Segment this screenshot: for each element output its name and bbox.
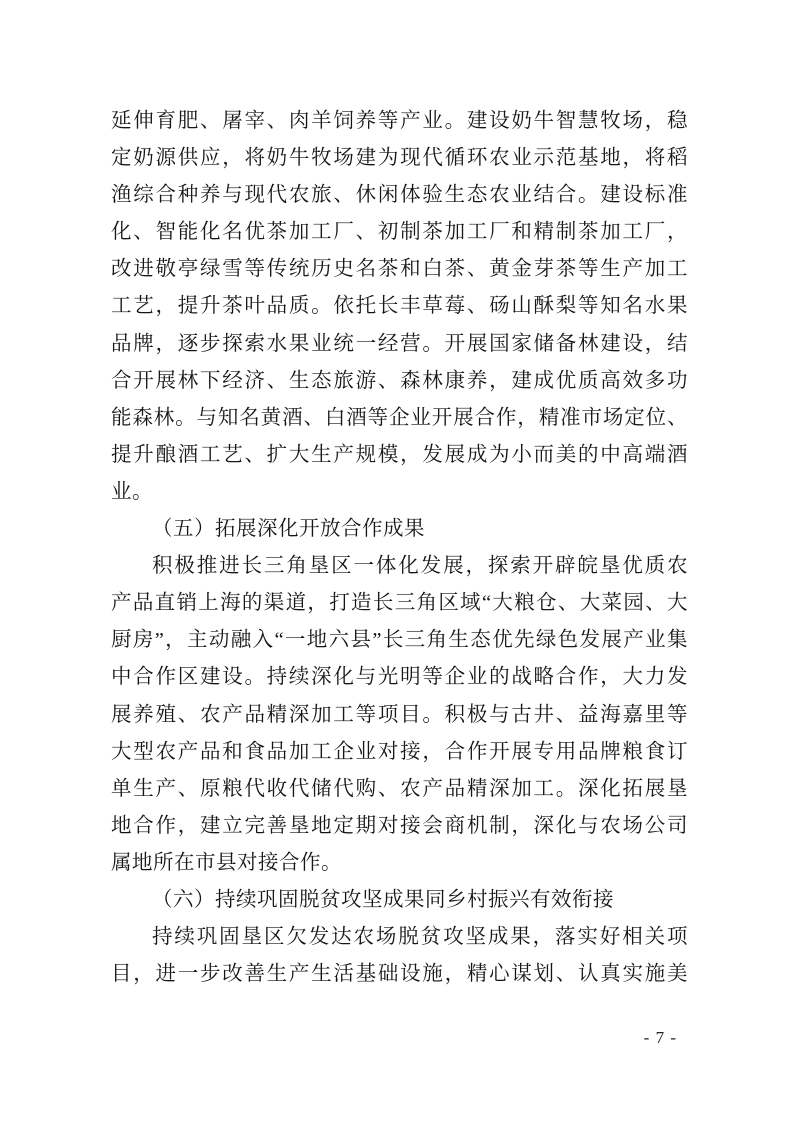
text-line: 属地所在市县对接合作。 <box>111 851 342 874</box>
text-line: 展养殖、农产品精深加工等项目。积极与古井、益海嘉里等 <box>111 703 688 726</box>
text-line: 化、智能化名优茶加工厂、初制茶加工厂和精制茶加工厂， <box>111 221 688 244</box>
text-line: 大型农产品和食品加工企业对接，合作开展专用品牌粮食订 <box>111 740 688 763</box>
text-line: 能森林。与知名黄酒、白酒等企业开展合作，精准市场定位、 <box>111 406 688 429</box>
section-heading-6: （六）持续巩固脱贫攻坚成果同乡村振兴有效衔接 <box>152 888 614 911</box>
text-line: 工艺，提升茶叶品质。依托长丰草莓、砀山酥梨等知名水果 <box>111 295 688 318</box>
text-line: 延伸育肥、屠宰、肉羊饲养等产业。建设奶牛智慧牧场，稳 <box>111 110 688 132</box>
text-line: 中合作区建设。持续深化与光明等企业的战略合作，大力发 <box>111 666 688 689</box>
text-line: 品牌，逐步探索水果业统一经营。开展国家储备林建设，结 <box>111 332 688 355</box>
text-line: 持续巩固垦区欠发达农场脱贫攻坚成果，落实好相关项 <box>152 926 688 949</box>
page-number: - 7 - <box>643 1028 677 1047</box>
text-line: 提升酿酒工艺、扩大生产规模，发展成为小而美的中高端酒 <box>111 443 688 466</box>
text-line: 合开展林下经济、生态旅游、森林康养，建成优质高效多功 <box>111 369 688 392</box>
text-line: 积极推进长三角垦区一体化发展，探索开辟皖垦优质农 <box>152 555 688 578</box>
text-line: 产品直销上海的渠道，打造长三角区域“大粮仓、大菜园、大 <box>111 592 688 615</box>
text-line: 目，进一步改善生产生活基础设施，精心谋划、认真实施美 <box>111 963 688 986</box>
text-block <box>111 103 688 993</box>
text-line: 地合作，建立完善垦地定期对接会商机制，深化与农场公司 <box>111 814 688 837</box>
text-line: 业。 <box>111 480 153 503</box>
section-heading-5: （五）拓展深化开放合作成果 <box>152 518 425 541</box>
text-line: 单生产、原粮代收代储代购、农产品精深加工。深化拓展垦 <box>111 777 688 800</box>
text-line: 渔综合种养与现代农旅、休闲体验生态农业结合。建设标准 <box>111 184 688 207</box>
text-line: 厨房”，主动融入“一地六县”长三角生态优先绿色发展产业集 <box>111 629 688 652</box>
text-line: 定奶源供应，将奶牛牧场建为现代循环农业示范基地，将稻 <box>111 147 688 170</box>
text-line: 改进敬亭绿雪等传统历史名茶和白茶、黄金芽茶等生产加工 <box>111 258 688 281</box>
